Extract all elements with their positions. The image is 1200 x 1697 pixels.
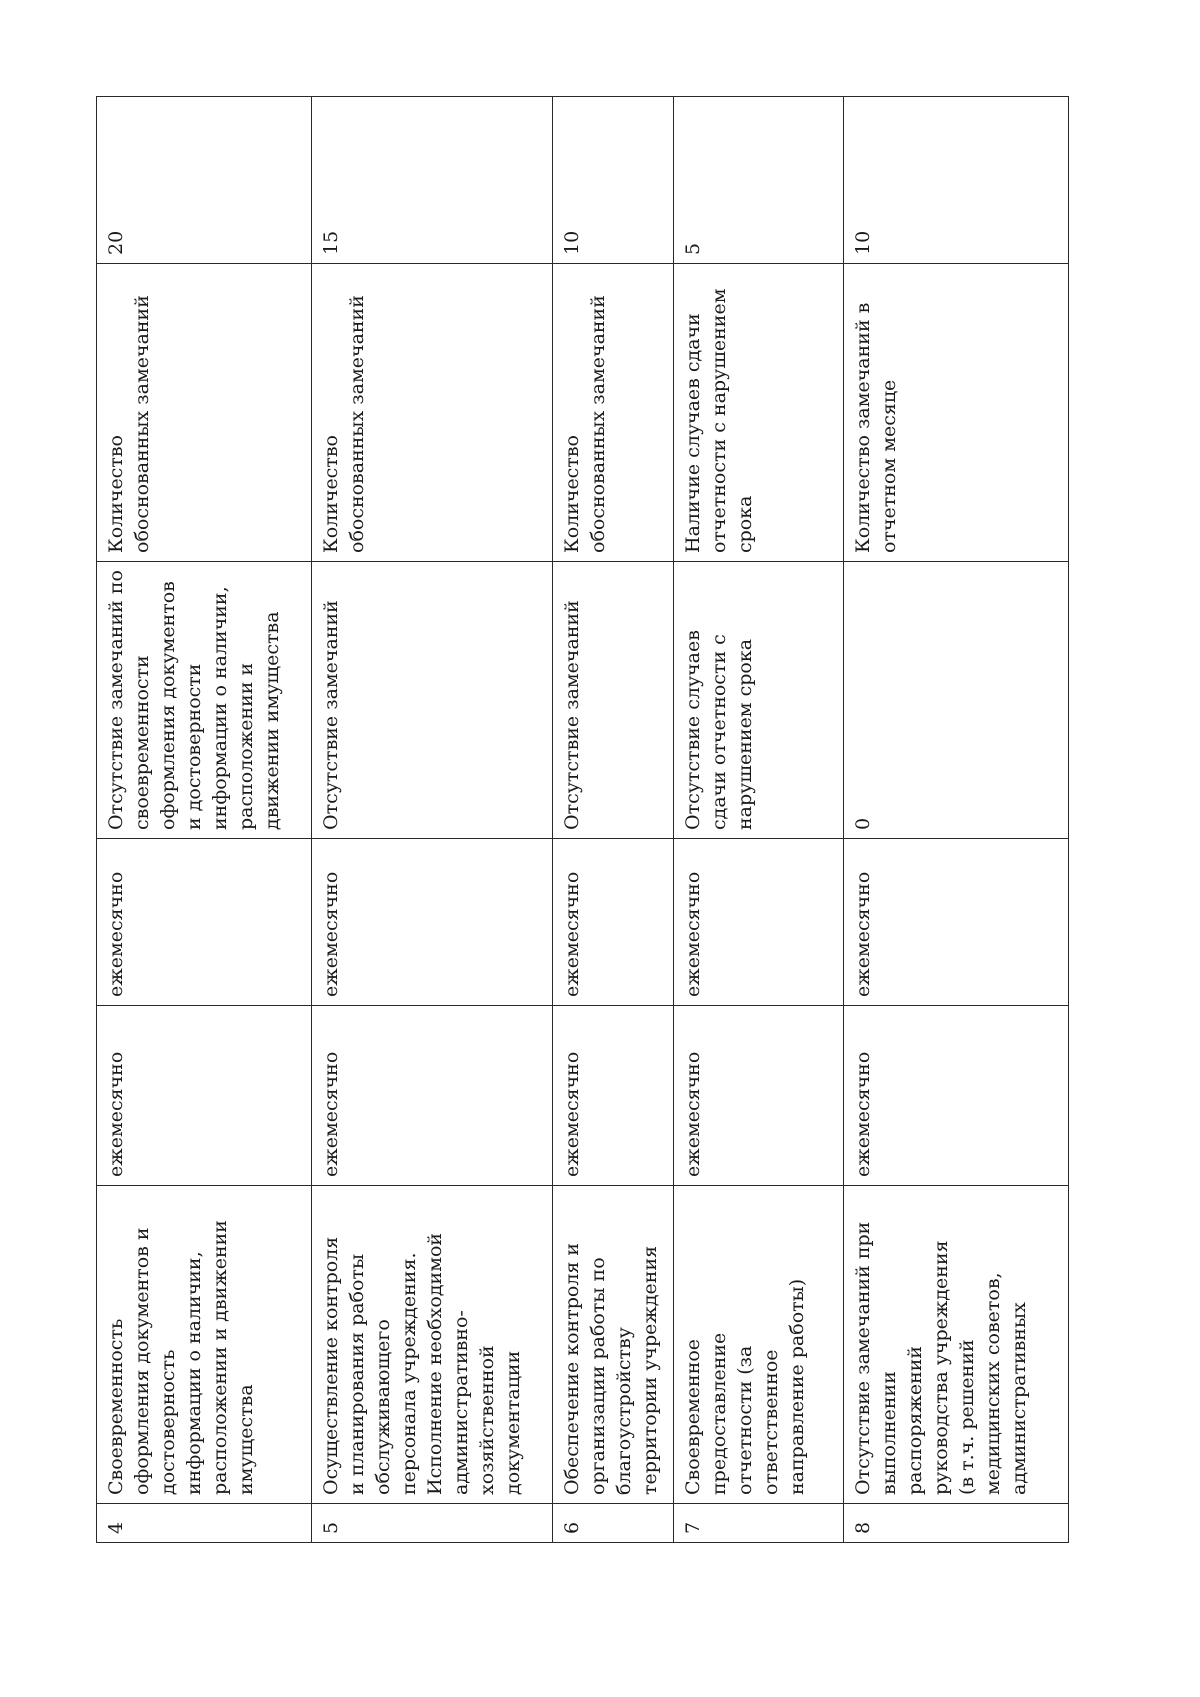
table-row [844,97,1069,1543]
text-line: Отсутствие замечаний по [105,570,127,830]
text-line: выполнении [878,1371,900,1495]
text-line: нарушением срока [734,638,756,830]
score-cell: 5 [674,97,844,264]
row-number: 4 [97,1504,312,1543]
text-line: отчетном месяце [878,379,900,553]
text-line: Количество [320,435,342,553]
row-number: 6 [553,1504,674,1543]
text-line: благоустройству [613,1327,635,1495]
table-row [674,97,844,1543]
measure-cell [674,264,844,562]
text-line: оформления документов [157,581,179,830]
period-cell: ежемесячно [97,1006,312,1186]
period-cell: ежемесячно [674,1006,844,1186]
period-cell: ежемесячно [844,839,1069,1006]
score-cell: 15 [312,97,553,264]
measure-cell [553,264,674,562]
text-line: движении имущества [261,611,283,830]
text-line: административных [1008,1302,1030,1495]
period-cell: ежемесячно [553,1006,674,1186]
text-line: медицинских советов, [982,1272,1004,1495]
text-line: 0 [852,817,874,830]
text-line: и достоверности [183,663,205,830]
row-number: 7 [674,1504,844,1543]
text-line: документации [502,1350,524,1495]
text-line: территории учреждения [639,1245,661,1495]
row-number: 8 [844,1504,1069,1543]
indicator-name-cell [97,1186,312,1504]
text-line: обоснованных замечаний [131,295,153,553]
text-line: отчетности (за [734,1345,756,1495]
indicator-name-cell [674,1186,844,1504]
text-line: Своевременность [105,1318,127,1495]
criterion-cell [312,562,553,839]
text-line: ответственное [760,1349,782,1495]
text-line: Отсутствие замечаний [561,600,583,830]
measure-cell [844,264,1069,562]
criterion-cell [553,562,674,839]
text-line: достоверность [157,1349,179,1495]
period-cell: ежемесячно [97,839,312,1006]
text-line: организации работы по [587,1257,609,1495]
text-line: Отсутствие случаев [682,630,704,830]
table-row [312,97,553,1543]
measure-cell [97,264,312,562]
text-line: персонала учреждения. [398,1252,420,1495]
text-line: информации о наличии, [209,586,231,830]
text-line: расположении и [235,662,257,830]
text-line: хозяйственной [476,1345,498,1495]
criterion-cell [844,562,1069,839]
indicator-name-cell [844,1186,1069,1504]
table-row [97,97,312,1543]
table-row [553,97,674,1543]
score-cell: 10 [844,97,1069,264]
text-line: руководства учреждения [930,1240,952,1495]
period-cell: ежемесячно [553,839,674,1006]
text-line: оформления документов и [131,1227,153,1495]
text-line: срока [734,495,756,553]
text-line: Исполнение необходимой [424,1232,446,1495]
period-cell: ежемесячно [844,1006,1069,1186]
text-line: Отсутствие замечаний [320,600,342,830]
text-line: и планирования работы [346,1253,368,1495]
text-line: отчетности с нарушением [708,288,730,553]
score-cell: 20 [97,97,312,264]
indicator-name-cell [553,1186,674,1504]
text-line: информации о наличии, [183,1251,205,1495]
text-line: расположении и движении [209,1220,231,1495]
text-line: Количество [105,435,127,553]
text-line: административно- [450,1310,472,1495]
text-line: Своевременное [682,1338,704,1495]
text-line: (в т.ч. решений [956,1339,978,1495]
period-cell: ежемесячно [674,839,844,1006]
text-line: Осуществление контроля [320,1236,342,1495]
text-line: обслуживающего [372,1319,394,1495]
indicator-name-cell [312,1186,553,1504]
text-line: обоснованных замечаний [587,295,609,553]
rotated-table-container [96,97,1068,1543]
period-cell: ежемесячно [312,1006,553,1186]
score-cell: 10 [553,97,674,264]
criterion-cell [97,562,312,839]
text-line: своевременности [131,655,153,830]
text-line: Отсутствие замечаний при [852,1221,874,1495]
measure-cell [312,264,553,562]
text-line: имущества [235,1384,257,1495]
text-line: направление работы) [786,1278,808,1495]
text-line: Количество [561,435,583,553]
criterion-cell [674,562,844,839]
text-line: Обеспечение контроля и [561,1242,583,1495]
text-line: Наличие случаев сдачи [682,313,704,553]
text-line: предоставление [708,1332,730,1495]
text-line: Количество замечаний в [852,302,874,553]
performance-criteria-table [96,96,1069,1543]
text-line: сдачи отчетности с [708,634,730,830]
text-line: обоснованных замечаний [346,295,368,553]
row-number: 5 [312,1504,553,1543]
text-line: распоряжений [904,1345,926,1495]
period-cell: ежемесячно [312,839,553,1006]
